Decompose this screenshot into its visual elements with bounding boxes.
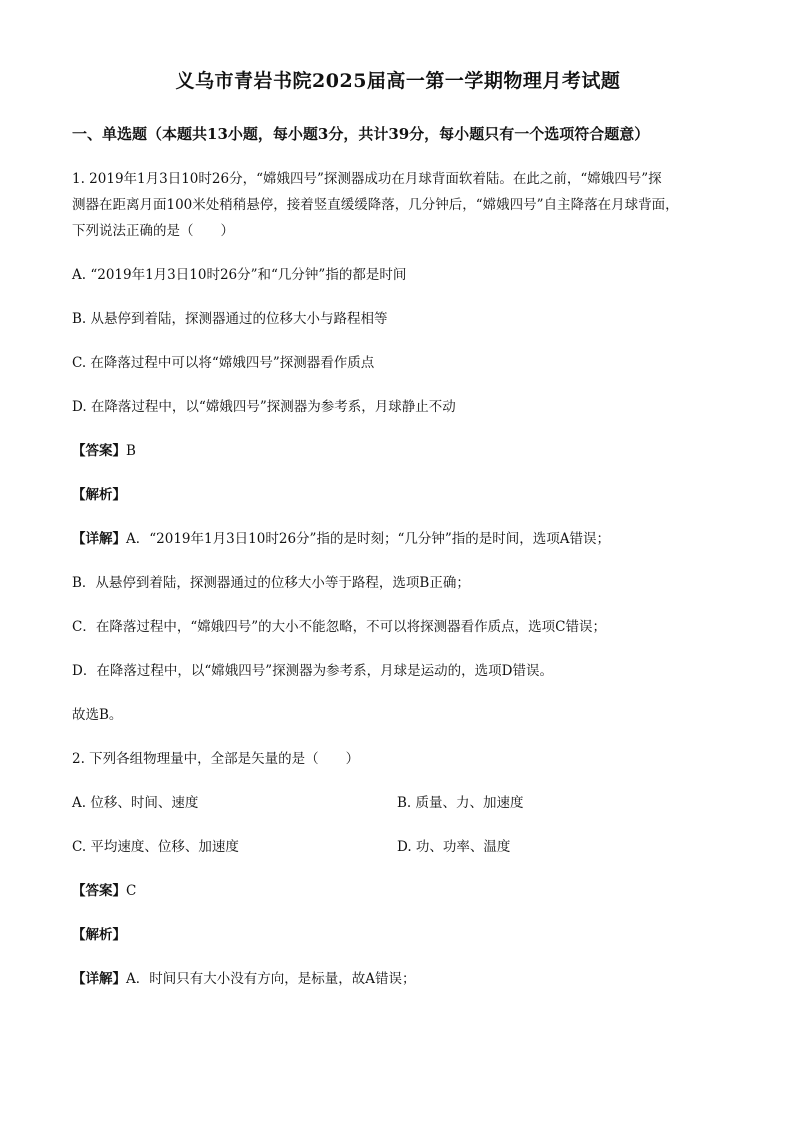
detail-text: A．时间只有大小没有方向，是标量，故A错误； bbox=[126, 971, 416, 987]
question-1-analysis bbox=[72, 482, 724, 508]
detail-label: 【详解】 bbox=[72, 971, 126, 987]
question-1-answer bbox=[72, 438, 724, 464]
analysis-label: 【解析】 bbox=[72, 927, 126, 943]
question-1-conclusion: 故选B。 bbox=[72, 707, 123, 723]
question-1-option-c: C. 在降落过程中可以将“嫦娥四号”探测器看作质点 bbox=[72, 355, 375, 371]
question-1-line-1: 1. 2019年1月3日10时26分，“嫦娥四号”探测器成功在月球背面软着陆。在此之前，“嫦娥四号”探 bbox=[72, 171, 662, 187]
answer-label: 【答案】 bbox=[72, 883, 126, 899]
answer-value: C bbox=[126, 883, 137, 899]
question-1-line-2: 测器在距离月面100米处稍稍悬停，接着竖直缓缓降落，几分钟后，“嫦娥四号”自主降落在月球背面， bbox=[72, 197, 679, 213]
question-2-stem: 2. 下列各组物理量中，全部是矢量的是（ ） bbox=[72, 751, 360, 767]
question-2-option-d: D. 功、功率、温度 bbox=[397, 839, 511, 855]
analysis-label: 【解析】 bbox=[72, 487, 126, 503]
question-2-analysis bbox=[72, 922, 724, 948]
question-2-option-a: A. 位移、时间、速度 bbox=[72, 795, 199, 811]
section-heading: 一、单选题（本题共13小题，每小题3分，共计39分，每小题只有一个选项符合题意） bbox=[72, 125, 650, 143]
question-2-option-c: C. 平均速度、位移、加速度 bbox=[72, 839, 239, 855]
question-2-option-b: B. 质量、力、加速度 bbox=[397, 795, 524, 811]
question-2-options-row-1 bbox=[72, 790, 724, 816]
question-2-answer bbox=[72, 878, 724, 904]
question-1-detail-4: D．在降落过程中，以“嫦娥四号”探测器为参考系，月球是运动的，选项D错误。 bbox=[72, 663, 553, 679]
question-1-option-b: B. 从悬停到着陆，探测器通过的位移大小与路程相等 bbox=[72, 311, 388, 327]
answer-value: B bbox=[126, 443, 136, 459]
detail-label: 【详解】 bbox=[72, 531, 126, 547]
question-1-detail-1 bbox=[72, 526, 724, 552]
question-1-detail-3: C．在降落过程中，“嫦娥四号”的大小不能忽略，不可以将探测器看作质点，选项C错误； bbox=[72, 619, 606, 635]
question-1-line-3: 下列说法正确的是（ ） bbox=[72, 223, 234, 239]
question-2-detail-1 bbox=[72, 966, 724, 992]
question-1-detail-2: B．从悬停到着陆，探测器通过的位移大小等于路程，选项B正确； bbox=[72, 575, 470, 591]
question-1-stem bbox=[72, 166, 724, 244]
detail-text: A．“2019年1月3日10时26分”指的是时刻；“几分钟”指的是时间，选项A错误； bbox=[126, 531, 610, 547]
question-2-options-row-2 bbox=[72, 834, 724, 860]
page-title: 义乌市青岩书院2025届高一第一学期物理月考试题 bbox=[175, 70, 621, 92]
answer-label: 【答案】 bbox=[72, 443, 126, 459]
question-1-option-a: A. “2019年1月3日10时26分”和“几分钟”指的都是时间 bbox=[72, 267, 407, 283]
question-1-option-d: D. 在降落过程中，以“嫦娥四号”探测器为参考系，月球静止不动 bbox=[72, 399, 456, 415]
